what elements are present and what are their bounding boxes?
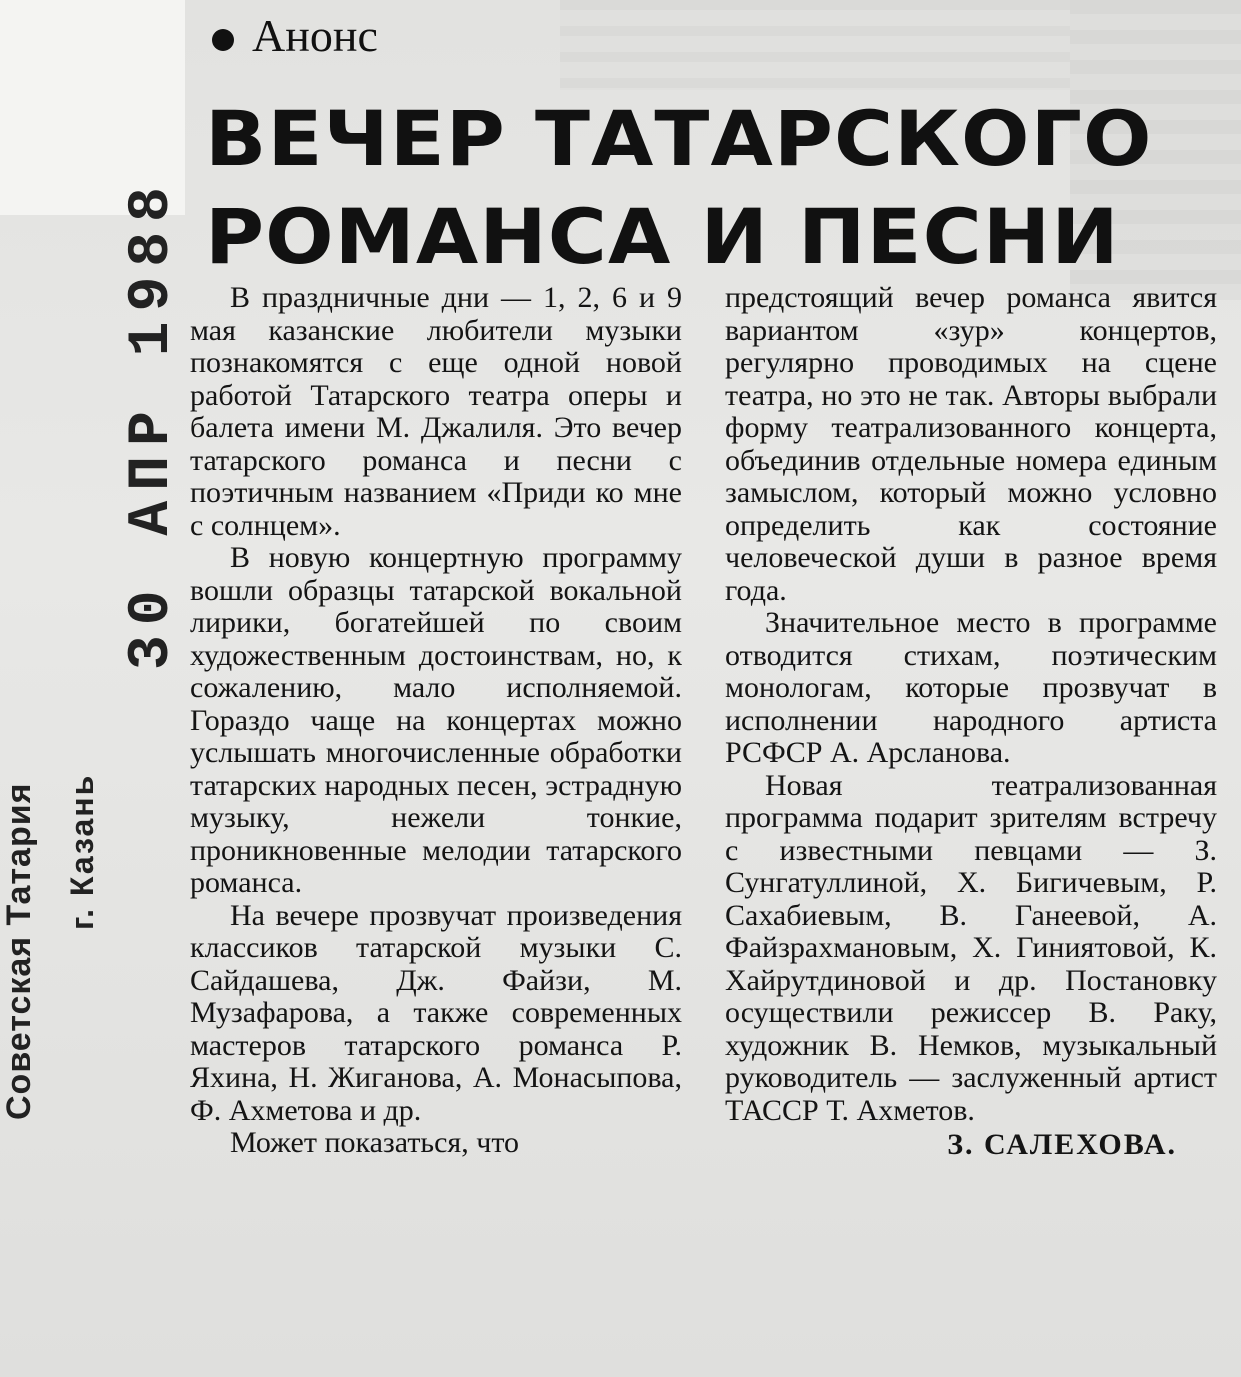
article-paragraph: Значительное место в программе отводится стихам, поэтическим монологам, которые прозвучат в исполнении народного артиста РСФСР А. Арсланова.: [725, 606, 1217, 769]
newspaper-stamp-text: Советская Татария: [0, 782, 38, 1120]
date-stamp-text: 30 АПР 1988: [120, 177, 185, 670]
article-column-left: [190, 282, 682, 1160]
article-paragraph: В новую концертную программу вошли образцы татарской вокальной лирики, богатейшей по своим художественным достоинствам, но, к сожалению, мало исполняемой. Гораздо чаще на концертах можно услышать многочисленные обработки татарских народных песен, эстрадную музыку, нежели тонкие, проникновенные мелодии татарского романса.: [190, 541, 682, 899]
article-paragraph: Новая театрализованная программа подарит зрителям встречу с известными певцами — З. Сунгатуллиной, Х. Бигичевым, Р. Сахабиевым, В. Ганеевой, А. Файзрахмановым, Х. Гиниятовой, К. Хайрутдиновой и др. Постановку осуществили режиссер В. Раку, художник В. Немков, музыкальный руководитель — заслуженный артист ТАССР Т. Ахметов.: [725, 768, 1217, 1127]
rubric: [212, 8, 378, 64]
headline-line-1: ВЕЧЕР ТАТАРСКОГО: [205, 94, 1153, 183]
article-paragraph: На вечере прозвучат произведения классиков татарской музыки С. Сайдашева, Дж. Файзи, М. Музафарова, а также современных мастеров татарского романса Р. Яхина, Н. Жиганова, А. Монасыпова, Ф. Ахметова и др.: [190, 898, 682, 1127]
author-signature: З. САЛЕХОВА.: [947, 1128, 1177, 1161]
city-stamp-text: г. Казань: [64, 773, 100, 930]
article-paragraph: предстоящий вечер романса явится вариантом «зур» концертов, регулярно проводимых на сцене театра, но это не так. Авторы выбрали форму театрализованного концерта, объединив отдельные номера единым замыслом, который можно условно определить как состояние человеческой души в разное время года.: [725, 281, 1217, 607]
headline: [205, 90, 1153, 286]
bleed-through-text-top: [560, 0, 1070, 90]
article-paragraph: В праздничные дни — 1, 2, 6 и 9 мая казанские любители музыки познакомятся с еще одной новой работой Татарского театра оперы и балета имени М. Джалиля. Это вечер татарского романса и песни с поэтичным названием «Приди ко мне с солнцем».: [190, 281, 682, 542]
headline-line-2: РОМАНСА И ПЕСНИ: [205, 192, 1120, 281]
rubric-label: Анонс: [252, 10, 378, 61]
article-paragraph: Может показаться, что: [230, 1126, 520, 1159]
bullet-icon: [212, 29, 234, 51]
article-column-right: [725, 282, 1217, 1162]
